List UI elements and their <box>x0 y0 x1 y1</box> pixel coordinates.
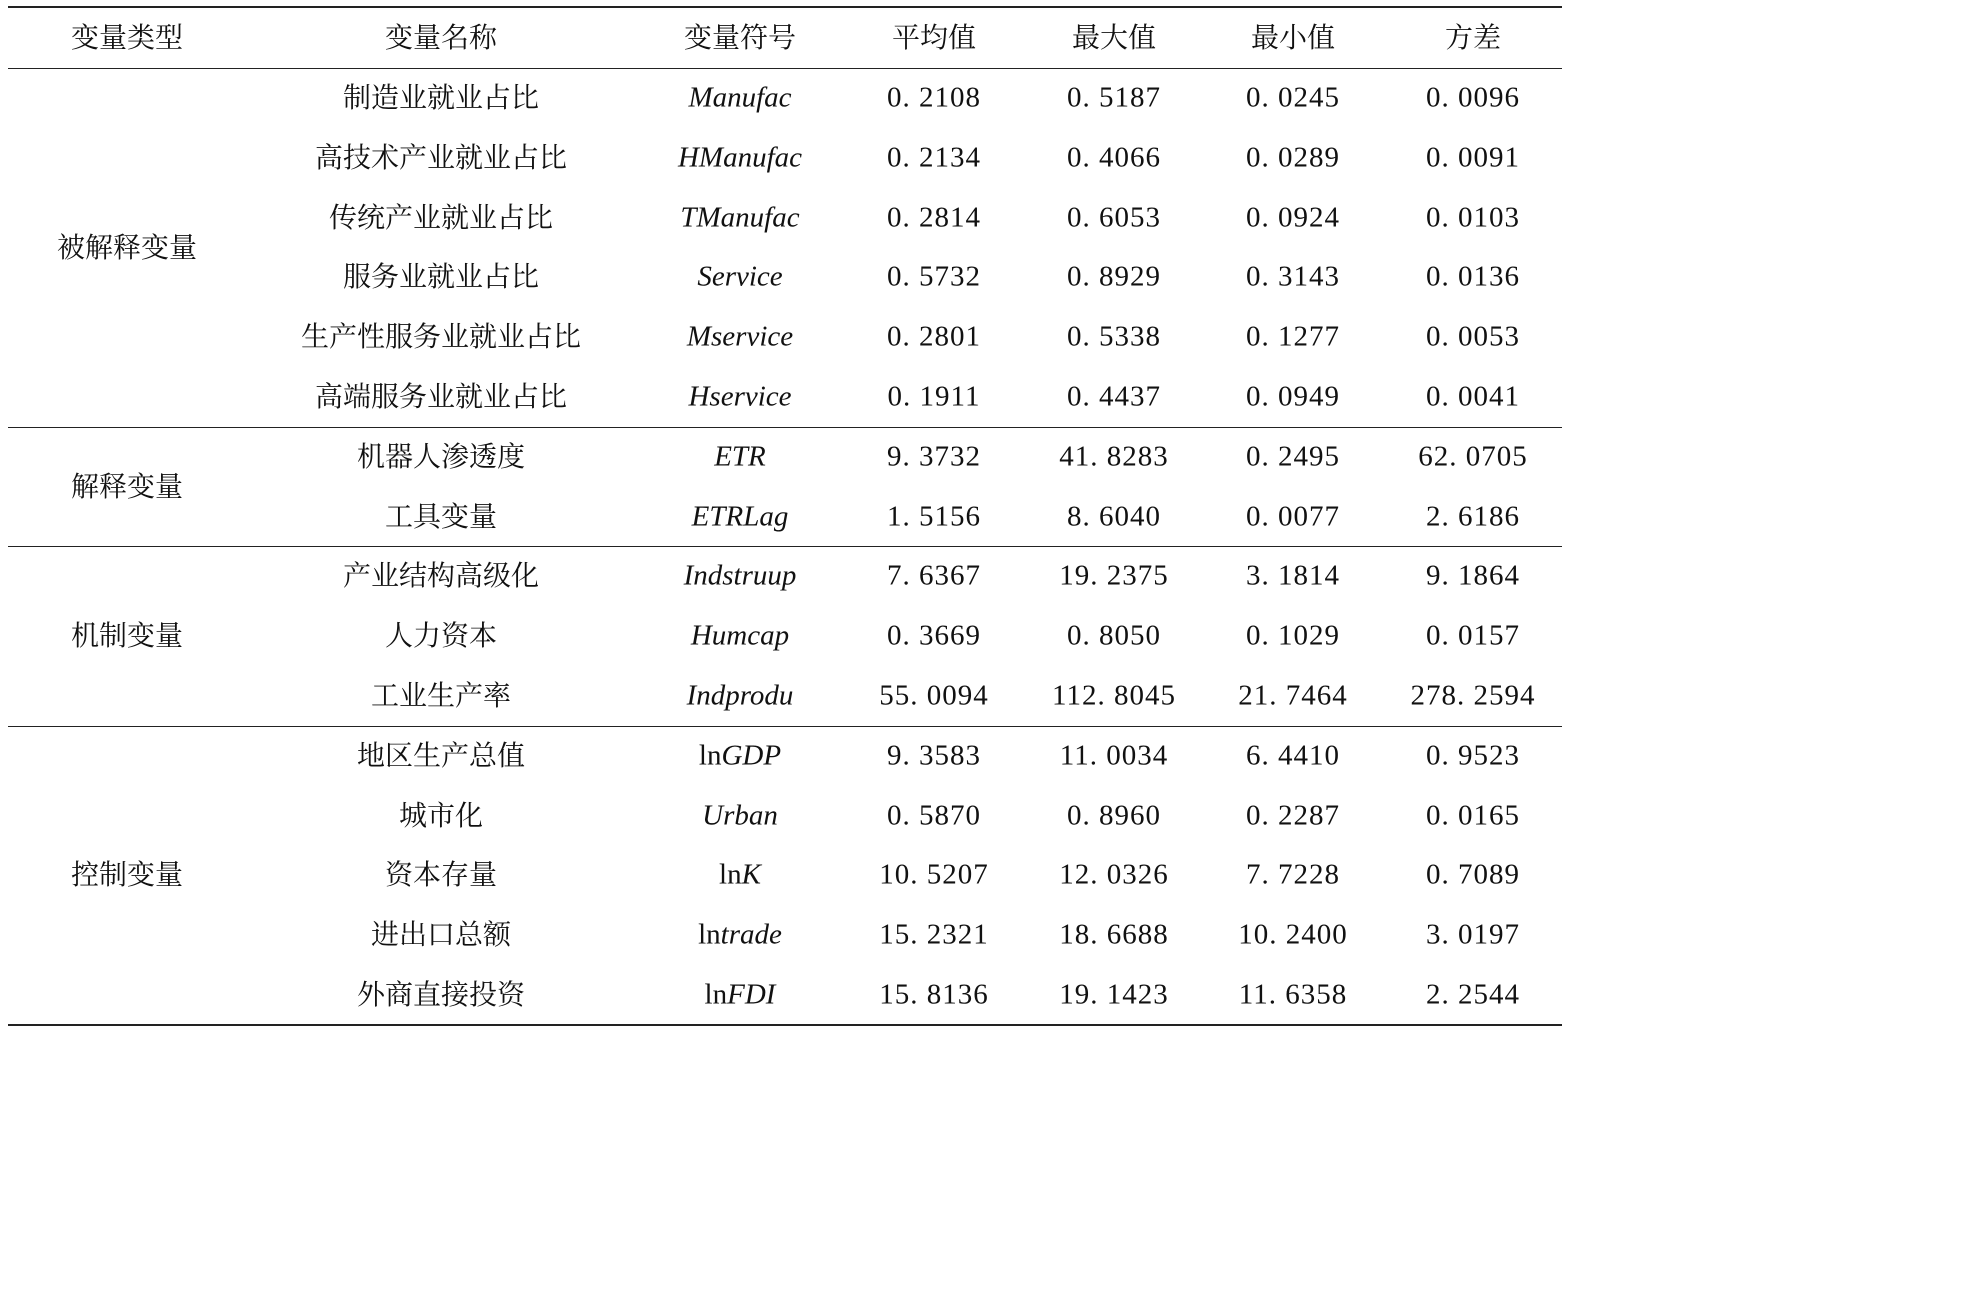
symbol-italic: trade <box>720 918 782 951</box>
variance-value: 0. 0091 <box>1426 141 1520 174</box>
max-value: 12. 0326 <box>1059 858 1169 891</box>
max-value: 0. 8050 <box>1067 619 1161 652</box>
min-value: 0. 1029 <box>1246 619 1340 652</box>
variance-value: 9. 1864 <box>1426 559 1520 592</box>
variable-symbol <box>704 978 776 1011</box>
symbol-italic: TManufac <box>680 201 800 234</box>
mean-value: 15. 2321 <box>879 918 989 951</box>
header-max: 最大值 <box>1071 21 1157 54</box>
variable-symbol <box>692 502 789 531</box>
variance-value: 0. 0041 <box>1426 380 1520 413</box>
mean-value: 15. 8136 <box>879 978 989 1011</box>
max-value: 0. 4437 <box>1067 380 1161 413</box>
symbol-prefix: ln <box>704 978 728 1011</box>
variable-name: 传统产业就业占比 <box>328 200 554 234</box>
max-value: 0. 4066 <box>1067 141 1161 174</box>
max-value: 11. 0034 <box>1059 739 1169 772</box>
symbol-italic: K <box>741 858 761 891</box>
mean-value: 7. 6367 <box>887 559 981 592</box>
variable-symbol <box>688 81 792 114</box>
variable-name: 资本存量 <box>384 858 498 892</box>
variance-value: 2. 2544 <box>1426 978 1520 1011</box>
variable-type: 控制变量 <box>70 858 184 892</box>
variable-symbol <box>686 679 794 712</box>
variable-name: 外商直接投资 <box>356 978 526 1011</box>
symbol-italic: Service <box>697 260 783 293</box>
header-rule <box>8 68 1562 69</box>
group-divider <box>8 546 1562 547</box>
variance-value: 3. 0197 <box>1426 918 1520 951</box>
variable-name: 地区生产总值 <box>356 738 526 772</box>
variance-value: 0. 9523 <box>1426 739 1520 772</box>
variable-symbol <box>688 380 792 413</box>
mean-value: 0. 5732 <box>887 260 981 293</box>
symbol-italic: Humcap <box>690 619 790 652</box>
min-value: 0. 2287 <box>1246 799 1340 832</box>
min-value: 3. 1814 <box>1246 559 1340 592</box>
variable-symbol <box>683 559 797 592</box>
variable-symbol <box>678 143 802 172</box>
variable-type: 解释变量 <box>70 469 184 503</box>
symbol-italic: GDP <box>721 739 782 772</box>
variable-name: 工业生产率 <box>370 679 512 712</box>
min-value: 11. 6358 <box>1238 978 1348 1011</box>
max-value: 19. 2375 <box>1059 559 1169 592</box>
min-value: 10. 2400 <box>1238 918 1348 951</box>
variance-value: 278. 2594 <box>1410 679 1536 712</box>
max-value: 19. 1423 <box>1059 978 1169 1011</box>
max-value: 18. 6688 <box>1059 918 1169 951</box>
max-value: 0. 8929 <box>1067 260 1161 293</box>
variance-value: 0. 7089 <box>1426 858 1520 891</box>
min-value: 0. 0924 <box>1246 201 1340 234</box>
mean-value: 0. 2108 <box>887 81 981 114</box>
variance-value: 62. 0705 <box>1418 440 1528 473</box>
header-variable-name: 变量名称 <box>384 21 498 54</box>
mean-value: 0. 2134 <box>887 141 981 174</box>
max-value: 0. 6053 <box>1067 201 1161 234</box>
symbol-italic: ETRLag <box>691 500 789 533</box>
group-divider <box>8 427 1562 428</box>
variable-name: 产业结构高级化 <box>342 559 540 593</box>
max-value: 112. 8045 <box>1052 679 1176 712</box>
variance-value: 0. 0096 <box>1426 81 1520 114</box>
variable-symbol <box>680 203 799 232</box>
variable-name: 高端服务业就业占比 <box>314 380 568 413</box>
variance-value: 0. 0157 <box>1426 619 1520 652</box>
variable-symbol <box>714 442 766 471</box>
max-value: 0. 8960 <box>1067 799 1161 832</box>
symbol-prefix: ln <box>719 858 742 891</box>
min-value: 0. 0289 <box>1246 141 1340 174</box>
min-value: 0. 2495 <box>1246 440 1340 473</box>
variable-name: 机器人渗透度 <box>356 439 526 473</box>
variance-value: 0. 0103 <box>1426 201 1520 234</box>
variable-name: 人力资本 <box>384 619 498 653</box>
symbol-italic: Urban <box>702 799 778 832</box>
min-value: 6. 4410 <box>1246 739 1340 772</box>
min-value: 0. 1277 <box>1246 320 1340 353</box>
variable-symbol <box>699 741 781 770</box>
symbol-italic: Manufac <box>688 81 792 114</box>
mean-value: 55. 0094 <box>879 679 989 712</box>
variable-name: 生产性服务业就业占比 <box>300 320 582 354</box>
mean-value: 0. 3669 <box>887 619 981 652</box>
symbol-italic: Hservice <box>688 380 792 413</box>
max-value: 0. 5187 <box>1067 81 1161 114</box>
variable-name: 进出口总额 <box>370 918 512 952</box>
variable-symbol <box>702 801 778 830</box>
mean-value: 9. 3732 <box>887 440 981 473</box>
variable-type: 被解释变量 <box>56 230 198 264</box>
header-variable-type: 变量类型 <box>70 21 184 54</box>
variable-symbol <box>698 918 782 951</box>
mean-value: 10. 5207 <box>879 858 989 891</box>
mean-value: 9. 3583 <box>887 739 981 772</box>
min-value: 0. 0245 <box>1246 81 1340 114</box>
max-value: 0. 5338 <box>1067 320 1161 353</box>
symbol-italic: Indprodu <box>686 679 794 712</box>
min-value: 7. 7228 <box>1246 858 1340 891</box>
variable-name: 工具变量 <box>384 499 498 533</box>
variable-name: 高技术产业就业占比 <box>314 140 568 174</box>
mean-value: 0. 2814 <box>887 201 981 234</box>
mean-value: 1. 5156 <box>887 500 981 533</box>
variable-name: 制造业就业占比 <box>342 81 540 114</box>
min-value: 0. 3143 <box>1246 260 1340 293</box>
header-variance: 方差 <box>1444 21 1502 54</box>
variance-value: 2. 6186 <box>1426 500 1520 533</box>
max-value: 8. 6040 <box>1067 500 1161 533</box>
symbol-prefix: ln <box>698 918 721 951</box>
header-mean: 平均值 <box>891 21 977 54</box>
symbol-prefix: ln <box>698 739 722 772</box>
variable-symbol <box>697 260 783 293</box>
min-value: 0. 0949 <box>1246 380 1340 413</box>
variance-value: 0. 0136 <box>1426 260 1520 293</box>
variable-symbol <box>686 320 794 353</box>
symbol-italic: HManufac <box>677 141 803 174</box>
symbol-italic: Indstruup <box>683 559 797 592</box>
mean-value: 0. 5870 <box>887 799 981 832</box>
variable-symbol <box>690 619 790 652</box>
symbol-italic: ETR <box>714 440 766 473</box>
header-variable-symbol: 变量符号 <box>683 21 797 54</box>
header-min: 最小值 <box>1250 21 1336 54</box>
mean-value: 0. 1911 <box>887 380 981 413</box>
table-top-rule <box>8 6 1562 8</box>
symbol-italic: FDI <box>727 978 776 1011</box>
max-value: 41. 8283 <box>1059 440 1169 473</box>
min-value: 0. 0077 <box>1246 500 1340 533</box>
variable-type: 机制变量 <box>70 619 184 653</box>
table-bottom-rule <box>8 1024 1562 1026</box>
variable-name: 城市化 <box>398 798 484 832</box>
variance-value: 0. 0165 <box>1426 799 1520 832</box>
min-value: 21. 7464 <box>1238 679 1348 712</box>
variable-name: 服务业就业占比 <box>342 260 540 294</box>
variance-value: 0. 0053 <box>1426 320 1520 353</box>
group-divider <box>8 726 1562 727</box>
variable-symbol <box>719 858 761 891</box>
symbol-italic: Mservice <box>686 320 794 353</box>
mean-value: 0. 2801 <box>887 320 981 353</box>
